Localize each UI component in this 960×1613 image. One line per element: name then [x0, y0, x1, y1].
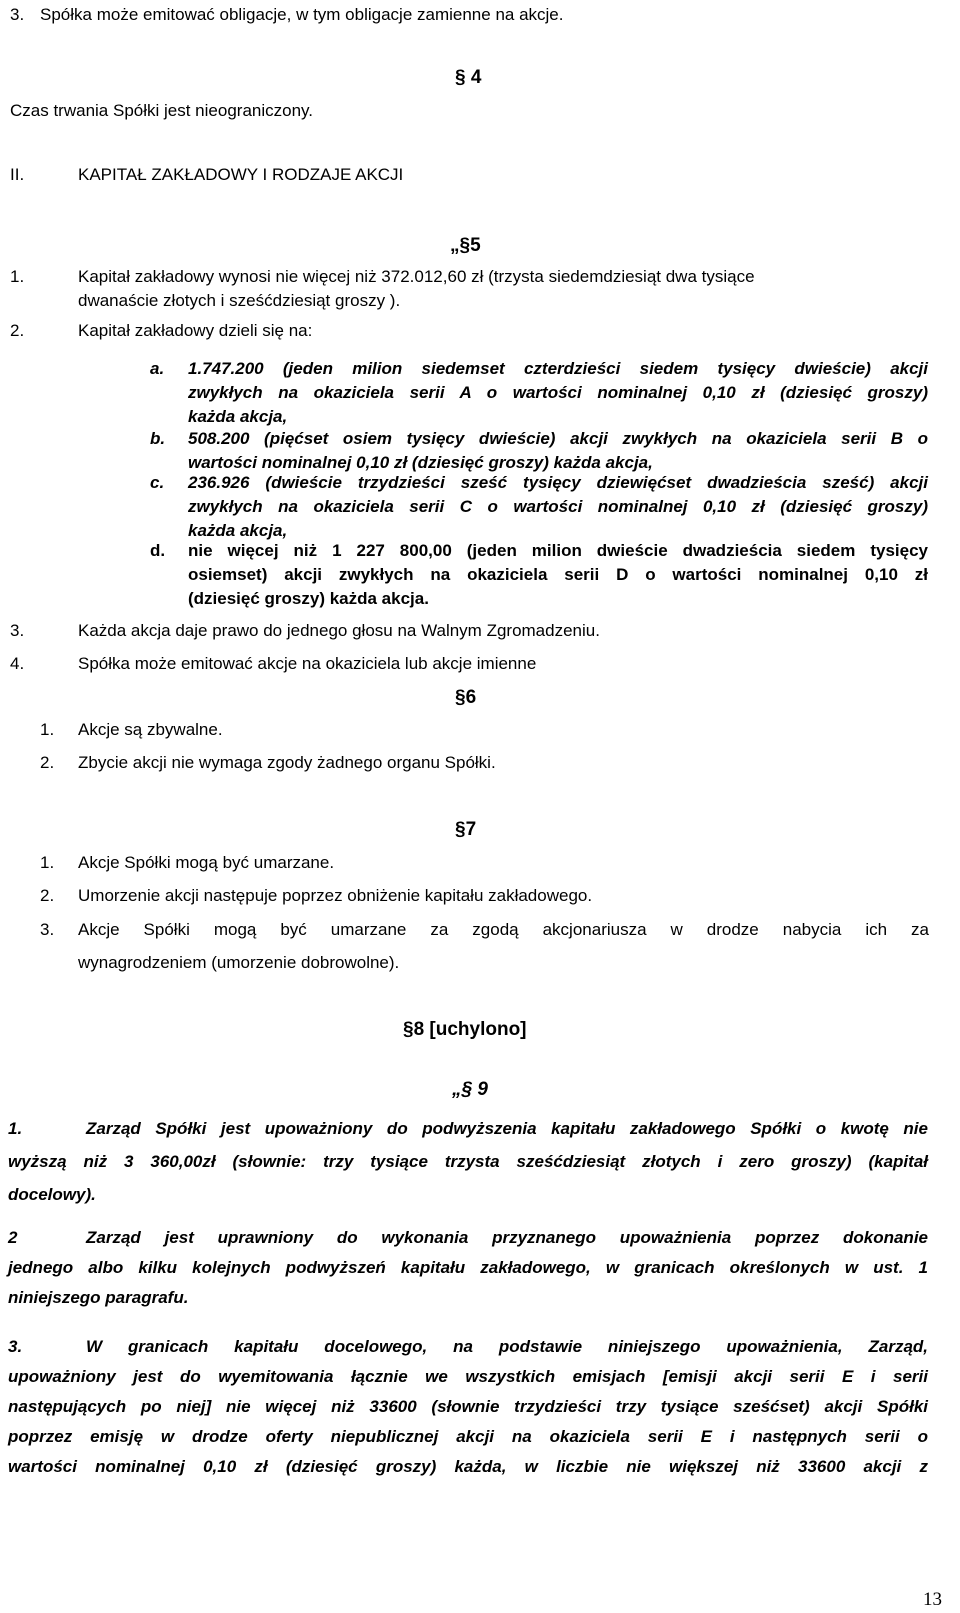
page-number: 13 [923, 1589, 942, 1610]
paragraph-text: Zbycie akcji nie wymaga zgody żadnego organu Spółki. [78, 753, 496, 772]
item-letter: a. [150, 359, 165, 378]
item-number: 1. [10, 267, 25, 286]
paragraph-text: Kapitał zakładowy wynosi nie więcej niż 372.012,60 zł (trzysta siedemdziesiąt dwa tysiące [78, 267, 755, 286]
section-heading-8: §8 [uchylono] [403, 1019, 527, 1040]
chapter-number: II. [10, 165, 25, 184]
list-item: 1.747.200 (jeden milion siedemset czterdzieści siedem tysięcy dwieście) akcji zwykłych na okaziciela serii A o wartości nominalnej 0,10 zł (dziesięć groszy) każda akcja, [188, 359, 928, 426]
paragraph-text: Czas trwania Spółki jest nieograniczony. [10, 101, 313, 120]
paragraph-text: Spółka może emitować akcje na okaziciela lub akcje imienne [78, 654, 537, 673]
item-number: 1. [40, 720, 55, 739]
paragraph-text: W granicach kapitału docelowego, na podstawie niniejszego upoważnienia, Zarząd, upoważniony jest do wyemitowania łącznie we wszystkich emisjach [emisji akcji serii E i serii następujących po niej] nie więcej niż 33600 (słownie trzydzieści trzy tysiące sześćset) akcji Spółki poprzez emisję w drodze oferty niepublicznej akcji na okaziciela serii E i następnych serii o wartości nominalnej 0,10 zł (dziesięć groszy) każda, w liczbie nie większej niż 33600 akcji z [8, 1337, 928, 1476]
item-number: 3. [10, 621, 25, 640]
paragraph-text: Spółka może emitować obligacje, w tym obligacje zamienne na akcje. [40, 5, 564, 24]
item-letter: b. [150, 429, 166, 448]
paragraph-text: Akcje Spółki mogą być umarzane. [78, 853, 335, 872]
item-number: 4. [10, 654, 25, 673]
list-item: 236.926 (dwieście trzydzieści sześć tysięcy dziewięćset dwadzieścia sześć) akcji zwykłych na okaziciela serii C o wartości nominalnej 0,10 zł (dziesięć groszy) każda akcja, [188, 473, 928, 540]
section-heading-7: §7 [455, 819, 477, 840]
list-item: nie więcej niż 1 227 800,00 (jeden milion dwieście dwadzieścia siedem tysięcy osiemset) akcji zwykłych na okaziciela serii D o wartości nominalnej 0,10 zł (dziesięć groszy) każda akcja. [188, 541, 928, 608]
paragraph-text: Umorzenie akcji następuje poprzez obniżenie kapitału zakładowego. [78, 886, 593, 905]
item-number: 3. [10, 5, 25, 24]
chapter-title: KAPITAŁ ZAKŁADOWY I RODZAJE AKCJI [78, 165, 404, 184]
item-number: 3. [8, 1337, 23, 1356]
paragraph-text: Zarząd jest uprawniony do wykonania przyznanego upoważnienia poprzez dokonanie jednego albo kilku kolejnych podwyższeń kapitału zakładowego, w granicach określonych w ust. 1 niniejszego paragrafu. [8, 1228, 928, 1307]
paragraph-text: dwanaście złotych i sześćdziesiąt groszy ). [78, 291, 401, 310]
item-letter: d. [150, 541, 166, 560]
item-number: 2 [8, 1228, 18, 1247]
paragraph-text: Kapitał zakładowy dzieli się na: [78, 321, 313, 340]
item-number: 2. [40, 753, 55, 772]
paragraph-text: Akcje są zbywalne. [78, 720, 223, 739]
paragraph-text: Każda akcja daje prawo do jednego głosu na Walnym Zgromadzeniu. [78, 621, 600, 640]
item-number: 2. [40, 886, 55, 905]
paragraph-text: Zarząd Spółki jest upoważniony do podwyższenia kapitału zakładowego Spółki o kwotę nie wyższą niż 3 360,00zł (słownie: trzy tysiące trzysta sześćdziesiąt złotych i zero groszy) (kapitał docelowy). [8, 1119, 928, 1204]
list-item: 508.200 (pięćset osiem tysięcy dwieście) akcji zwykłych na okaziciela serii B o wartości nominalnej 0,10 zł (dziesięć groszy) każda akcja, [188, 429, 928, 472]
item-number: 1. [8, 1119, 23, 1138]
item-number: 1. [40, 853, 55, 872]
paragraph-text: Akcje Spółki mogą być umarzane za zgodą akcjonariusza w drodze nabycia ich za wynagrodzeniem (umorzenie dobrowolne). [78, 920, 929, 972]
section-heading-4: § 4 [455, 67, 482, 88]
section-heading-5: „§5 [450, 235, 481, 256]
section-heading-6: §6 [455, 687, 477, 708]
item-number: 3. [40, 920, 55, 939]
section-heading-9: „§ 9 [452, 1079, 488, 1100]
item-number: 2. [10, 321, 25, 340]
item-letter: c. [150, 473, 165, 492]
